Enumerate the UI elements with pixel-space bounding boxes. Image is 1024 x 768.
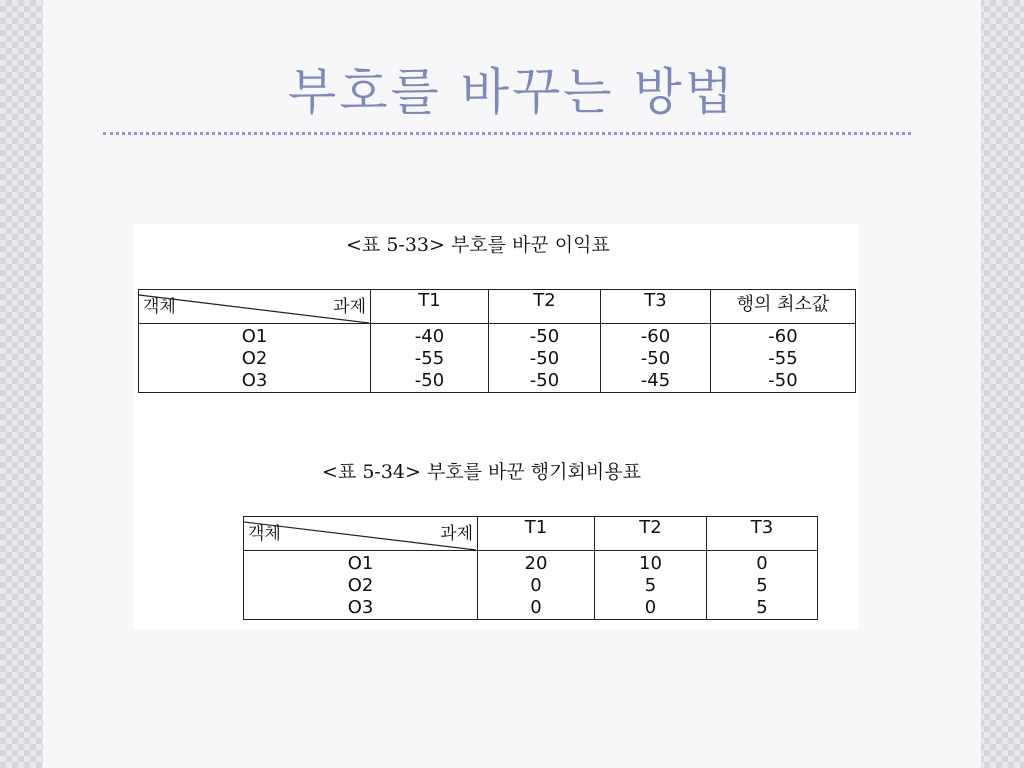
column-header: T3	[601, 290, 711, 324]
corner-label-task: 과제	[440, 524, 473, 544]
column-header: T3	[707, 517, 818, 551]
table-value: 0	[530, 575, 542, 596]
column-values-cell	[489, 324, 601, 393]
table-value: 10	[639, 553, 662, 574]
table-value: 5	[756, 597, 768, 618]
table1-caption: <표 5-33> 부호를 바꾼 이익표	[346, 234, 610, 256]
opportunity-cost-table	[243, 516, 818, 620]
column-values-cell	[478, 551, 595, 620]
row-label: O2	[347, 575, 374, 596]
table-value: 5	[756, 575, 768, 596]
column-values-cell	[371, 324, 489, 393]
corner-header-cell	[244, 517, 478, 551]
row-label: O1	[347, 553, 374, 574]
row-labels-cell	[244, 551, 478, 620]
slide-title: 부호를 바꾸는 방법	[287, 63, 737, 121]
table-value: -50	[529, 326, 560, 347]
corner-label-object: 객체	[248, 524, 281, 544]
table-value: -55	[768, 348, 798, 369]
table-value: 0	[644, 597, 657, 618]
table-value: -60	[768, 326, 798, 347]
table-value: -50	[529, 348, 560, 369]
column-header: 행의 최소값	[711, 290, 856, 324]
table-value: 20	[524, 553, 548, 574]
row-label: O3	[347, 597, 374, 618]
column-header: T2	[595, 517, 707, 551]
table-header-row	[139, 290, 856, 324]
column-header: T2	[489, 290, 601, 324]
column-header: T1	[371, 290, 489, 324]
table-figure-image	[134, 224, 859, 629]
corner-label-object: 객체	[143, 297, 176, 317]
row-label: O2	[241, 348, 268, 369]
table-value: -45	[640, 370, 671, 391]
title-divider	[103, 132, 911, 135]
table-value: -60	[640, 326, 671, 347]
column-values-cell	[595, 551, 707, 620]
table-value: 0	[530, 597, 542, 618]
row-label: O1	[241, 326, 268, 347]
corner-label-task: 과제	[333, 297, 366, 317]
table-body-row	[244, 551, 818, 620]
table-value: 0	[756, 553, 768, 574]
table2-caption: <표 5-34> 부호를 바꾼 행기회비용표	[322, 461, 641, 483]
column-header: T1	[478, 517, 595, 551]
profit-table	[138, 289, 856, 393]
table-value: -50	[414, 370, 445, 391]
row-label: O3	[241, 370, 268, 391]
table-body-row	[139, 324, 856, 393]
column-values-cell	[711, 324, 856, 393]
table-value: -50	[640, 348, 671, 369]
table-value: -50	[768, 370, 798, 391]
corner-header-cell	[139, 290, 371, 324]
table-value: -55	[414, 348, 445, 369]
table-value: -50	[529, 370, 560, 391]
table-value: 5	[644, 575, 657, 596]
slide	[43, 0, 981, 768]
row-labels-cell	[139, 324, 371, 393]
column-values-cell	[601, 324, 711, 393]
table-header-row	[244, 517, 818, 551]
table-value: -40	[414, 326, 445, 347]
column-values-cell	[707, 551, 818, 620]
